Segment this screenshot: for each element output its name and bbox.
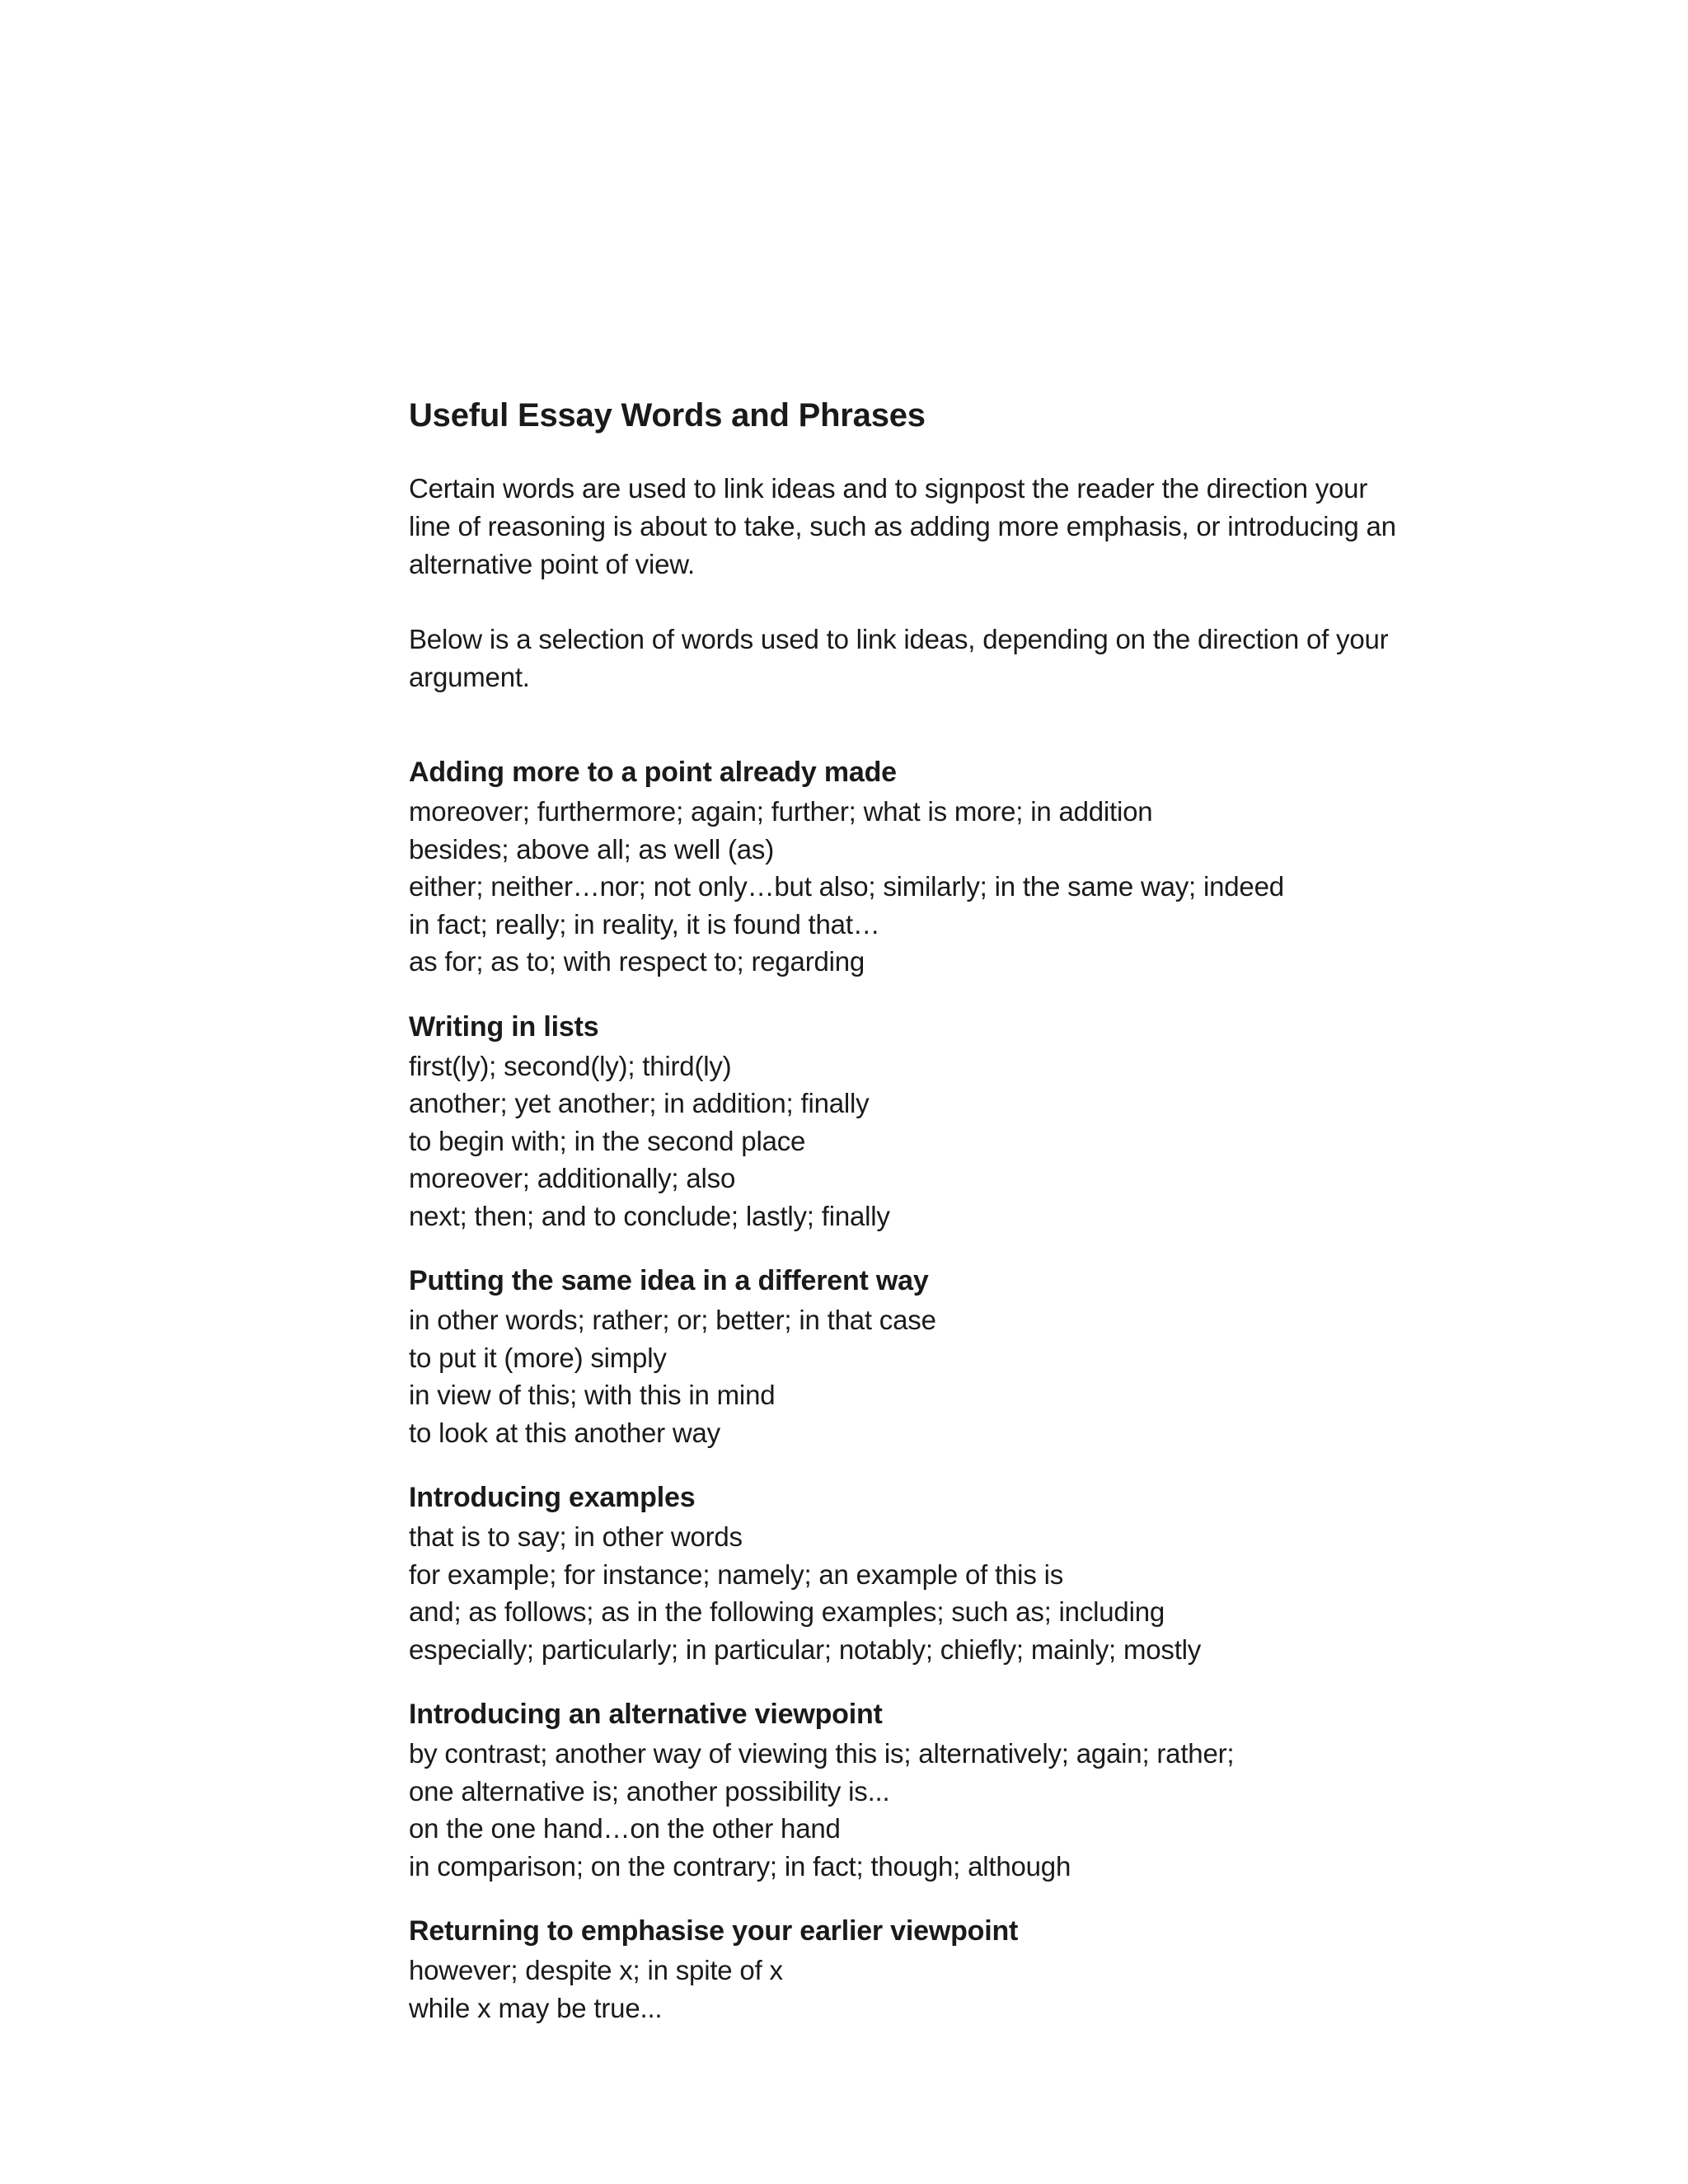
section-adding-more (409, 752, 1398, 981)
section-alternative-viewpoint (409, 1694, 1398, 1885)
phrase-line: either; neither…nor; not only…but also; similarly; in the same way; indeed (409, 871, 1284, 902)
section-heading: Adding more to a point already made (409, 757, 897, 788)
phrase-line: however; despite x; in spite of x (409, 1955, 783, 1985)
phrase-line: to put it (more) simply (409, 1342, 667, 1373)
phrase-line: that is to say; in other words (409, 1521, 743, 1552)
phrase-line: another; yet another; in addition; finally (409, 1088, 870, 1118)
phrase-line: and; as follows; as in the following examples; such as; including (409, 1596, 1165, 1627)
section-heading: Introducing an alternative viewpoint (409, 1699, 883, 1730)
phrase-line: moreover; additionally; also (409, 1163, 736, 1193)
phrase-line: to look at this another way (409, 1417, 720, 1448)
phrase-list (409, 1047, 1398, 1235)
section-heading: Writing in lists (409, 1010, 599, 1043)
phrase-line: especially; particularly; in particular; notably; chiefly; mainly; mostly (409, 1633, 1202, 1665)
section-heading: Introducing examples (409, 1482, 696, 1513)
phrase-line: as for; as to; with respect to; regarding (409, 946, 865, 977)
phrase-line: moreover; furthermore; again; further; what is more; in addition (409, 796, 1153, 827)
phrase-list (409, 1518, 1398, 1668)
document-title: Useful Essay Words and Phrases (409, 397, 926, 434)
phrase-line: by contrast; another way of viewing this is; alternatively; again; rather; (409, 1738, 1235, 1769)
intro-paragraph-1: Certain words are used to link ideas and to signpost the reader the direction your line of reasoning is about to take, such as adding more emphasis, or introducing an alternative point of view. (409, 473, 1396, 579)
phrase-line: next; then; and to conclude; lastly; finally (409, 1200, 890, 1231)
phrase-line: in other words; rather; or; better; in that case (409, 1305, 936, 1335)
phrase-line: besides; above all; as well (as) (409, 833, 774, 865)
phrase-list (409, 1301, 1398, 1451)
phrase-line: in fact; really; in reality, it is found that… (409, 908, 880, 940)
phrase-line: one alternative is; another possibility is... (409, 1775, 890, 1807)
phrase-line: in view of this; with this in mind (409, 1380, 776, 1410)
phrase-line: for example; for instance; namely; an example of this is (409, 1558, 1064, 1590)
phrase-line: while x may be true... (409, 1992, 663, 2023)
phrase-line: in comparison; on the contrary; in fact; though; although (409, 1850, 1071, 1882)
section-same-idea-different-way (409, 1260, 1398, 1451)
phrase-list (409, 1735, 1398, 1885)
section-introducing-examples (409, 1477, 1398, 1668)
document-page (409, 391, 1398, 2027)
phrase-list (409, 1952, 1398, 2027)
intro-paragraph-2: Below is a selection of words used to link ideas, depending on the direction of your argument. (409, 624, 1389, 692)
phrase-line: first(ly); second(ly); third(ly) (409, 1050, 732, 1081)
section-heading: Putting the same idea in a different way (409, 1265, 929, 1296)
phrase-list (409, 793, 1398, 981)
phrase-line: on the one hand…on the other hand (409, 1813, 841, 1844)
phrase-line: to begin with; in the second place (409, 1125, 806, 1156)
section-writing-in-lists (409, 1006, 1398, 1235)
section-heading: Returning to emphasise your earlier viewpoint (409, 1915, 1019, 1947)
section-returning-to-emphasise (409, 1910, 1398, 2027)
